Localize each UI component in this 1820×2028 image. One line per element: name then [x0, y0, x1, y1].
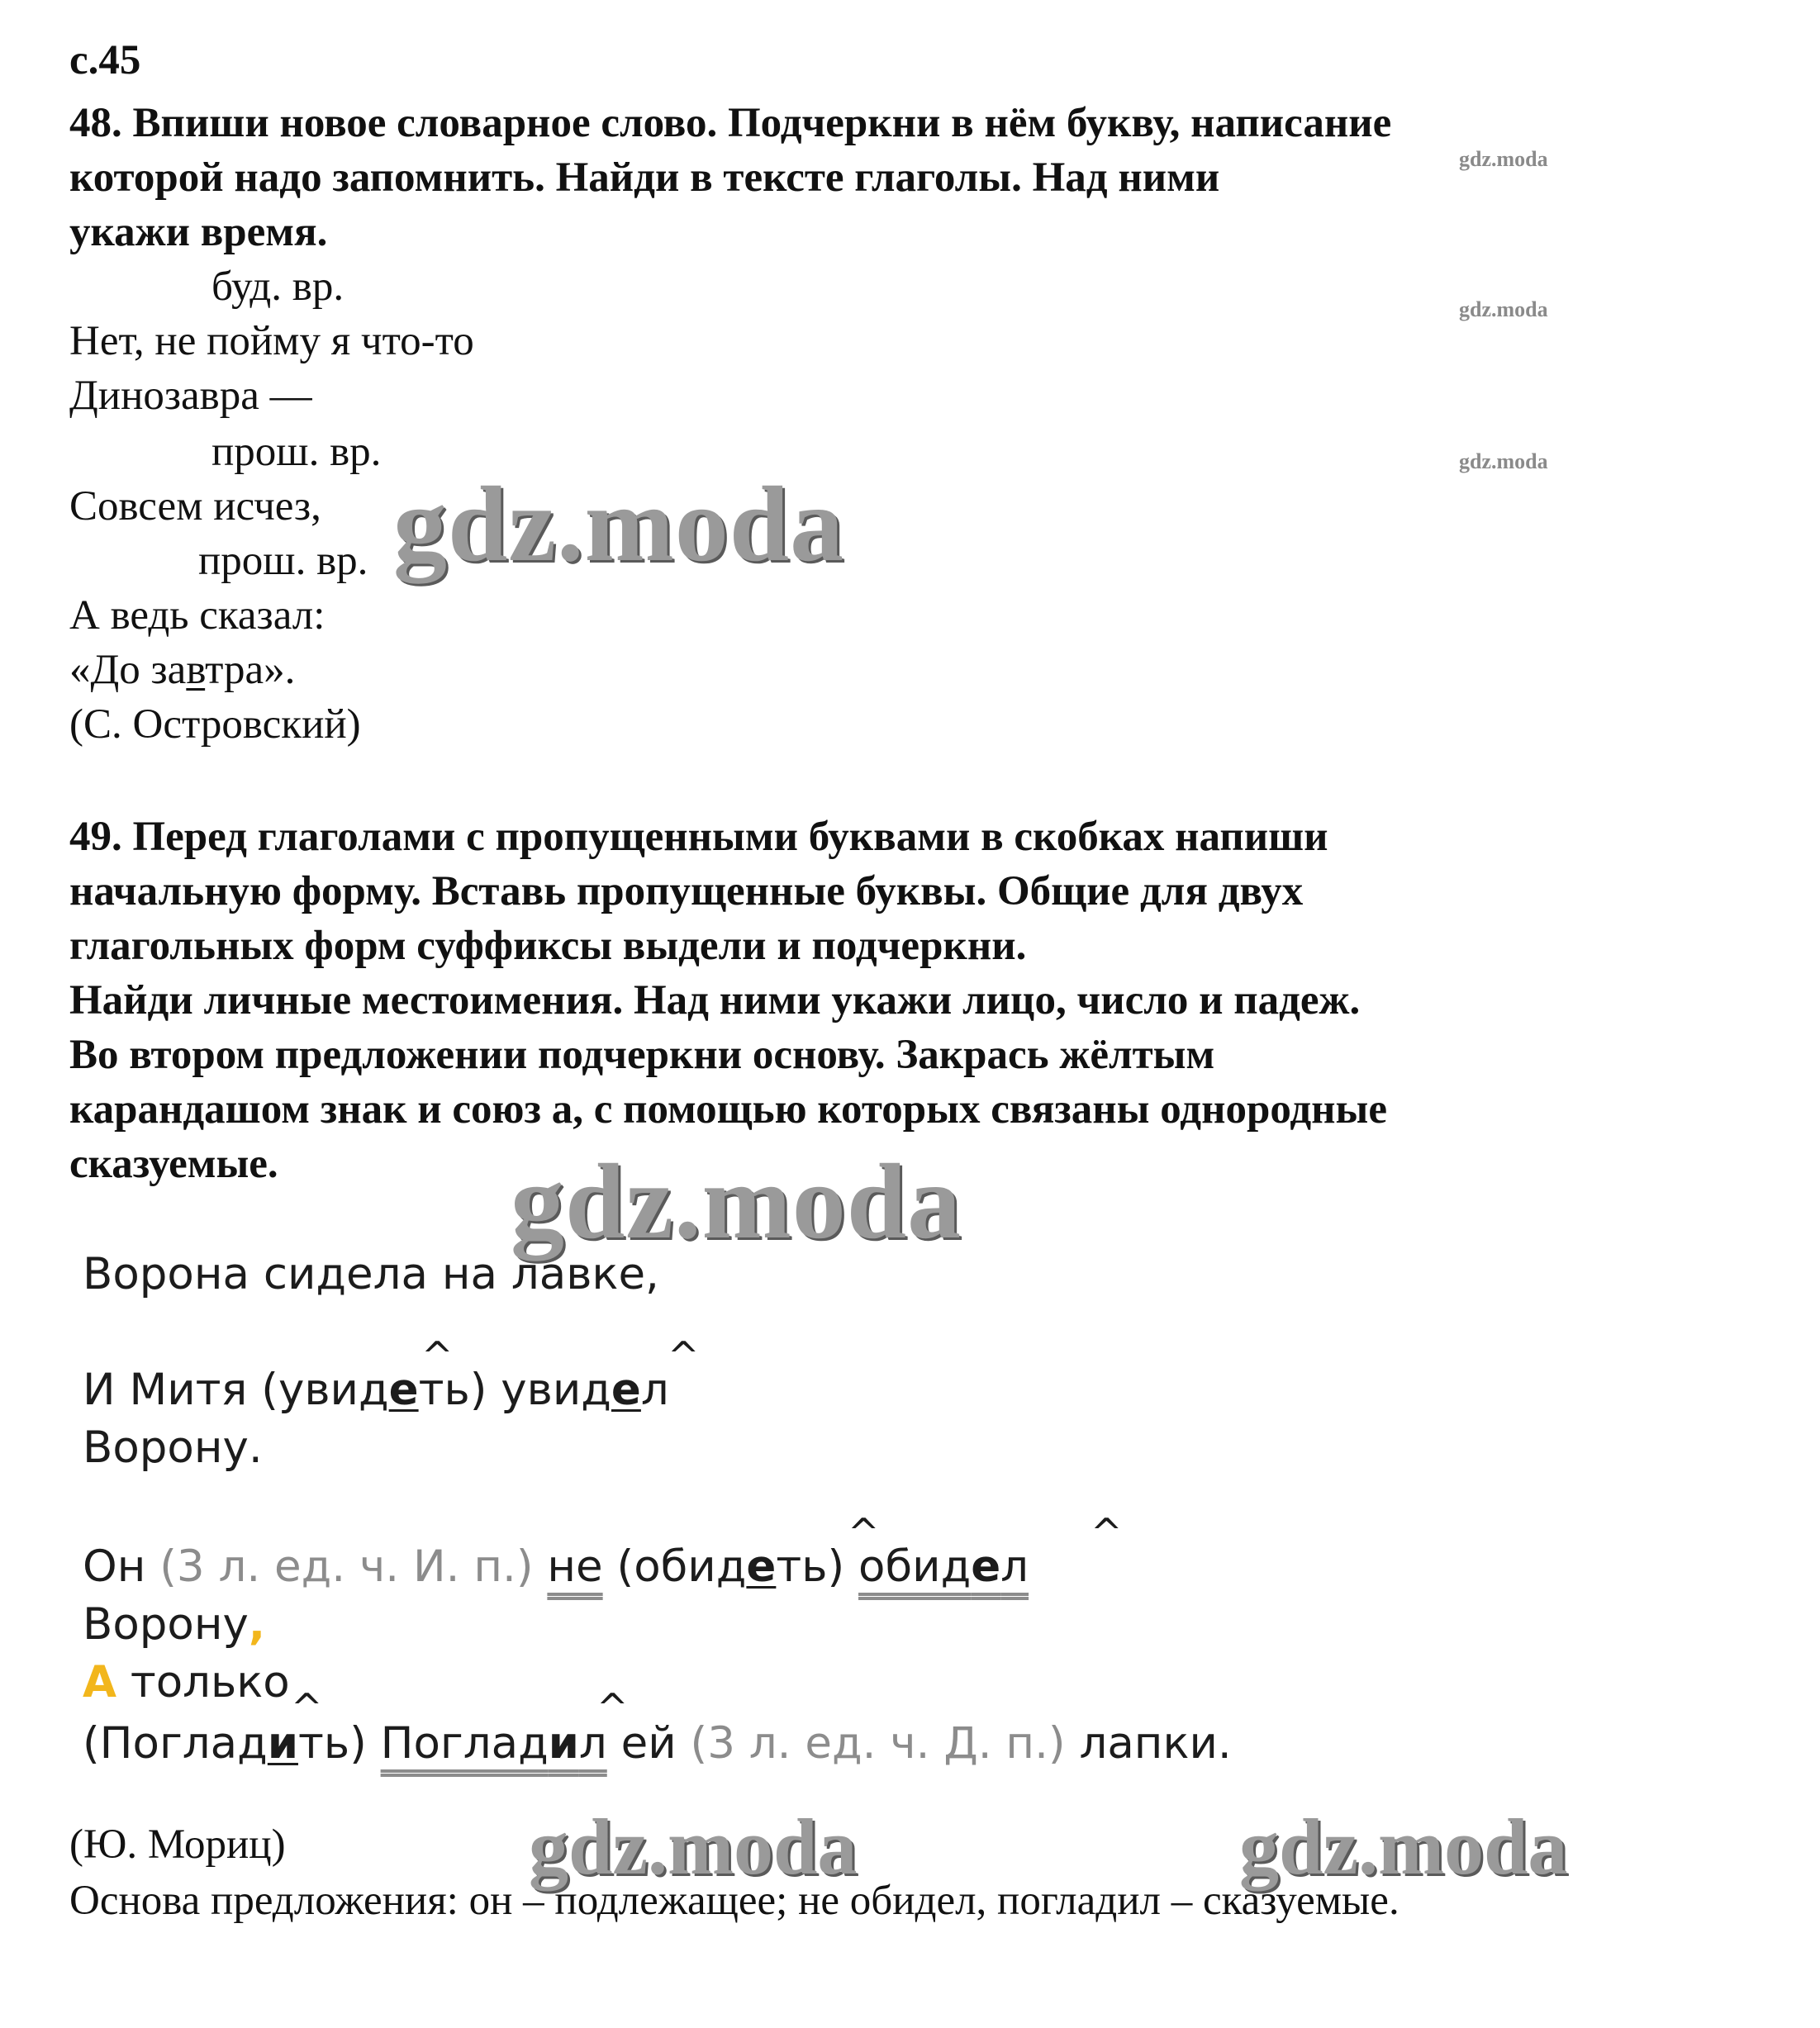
poem48-line-2: Динозавра — [69, 373, 312, 419]
tense-mark-future: буд. вр. [211, 264, 345, 310]
poem49-line-5: Ворону, [83, 1599, 266, 1650]
watermark: gdz.moda [1459, 147, 1548, 171]
ex49-task-line-4: Найди личные местоимения. Над ними укажи лицо, число и падеж. [69, 977, 1361, 1023]
predicate-ne: не [547, 1541, 603, 1592]
tense-mark-past-2: прош. вр. [198, 538, 368, 584]
poem48-author: (С. Островский) [69, 701, 361, 748]
poem49-line-1: Ворона сидела на лавке, [83, 1249, 659, 1299]
ex49-task-line-7: сказуемые. [69, 1141, 278, 1187]
vowel-mark-icon: ^ [668, 1333, 700, 1378]
watermark: gdz.moda [529, 1802, 858, 1891]
predicate-obidel: обидел [858, 1541, 1029, 1592]
vowel-mark-icon: ^ [421, 1333, 454, 1378]
dictionary-word-letter: в [186, 647, 206, 693]
pronoun-note: (3 л. ед. ч. И. п.) [159, 1541, 534, 1592]
poem48-line-1: Нет, не пойму я что-то [69, 318, 474, 364]
ex48-task-line-2: которой надо запомнить. Найди в тексте глаголы. Над ними [69, 154, 1220, 201]
ex48-task-line-3: укажи время. [69, 209, 328, 255]
vowel-mark-icon: ^ [848, 1510, 880, 1555]
vowel-mark-icon: ^ [1091, 1510, 1123, 1555]
ex49-task-line-1: 49. Перед глаголами с пропущенными буквами в скобках напиши [69, 814, 1328, 860]
pronoun-note: (3 л. ед. ч. Д. п.) [690, 1718, 1066, 1769]
poem49-author: (Ю. Мориц) [69, 1821, 286, 1868]
highlighted-comma: , [248, 1599, 266, 1650]
watermark: gdz.moda [393, 465, 845, 584]
poem49-line-7: (Погладить) Погладил ей (3 л. ед. ч. Д. п.) лапки. [83, 1718, 1232, 1769]
poem49-line-4: Он (3 л. ед. ч. И. п.) не (обидеть) обидел [83, 1541, 1029, 1592]
watermark: gdz.moda [1459, 449, 1548, 473]
page-number: с.45 [69, 37, 141, 83]
ex49-task-line-3: глагольных форм суффиксы выдели и подчеркни. [69, 923, 1027, 969]
poem48-line-5: «До завтра». [69, 647, 296, 693]
poem49-line-6: А только [83, 1657, 290, 1707]
tense-mark-past-1: прош. вр. [211, 429, 382, 475]
watermark: gdz.moda [1459, 297, 1548, 321]
poem49-line-3: Ворону. [83, 1422, 263, 1473]
poem48-line-3: Совсем исчез, [69, 483, 321, 530]
vowel-mark-icon: ^ [291, 1685, 323, 1730]
poem48-line-4: А ведь сказал: [69, 592, 326, 639]
watermark: gdz.moda [511, 1142, 962, 1261]
sentence-basis: Основа предложения: он – подлежащее; не обидел, погладил – сказуемые. [69, 1878, 1399, 1924]
watermark: gdz.moda [1239, 1802, 1568, 1891]
vowel-mark-icon: ^ [596, 1685, 629, 1730]
poem49-line-2: И Митя (увидеть) увидел [83, 1365, 669, 1415]
highlighted-conjunction: А [83, 1657, 117, 1707]
ex49-task-line-2: начальную форму. Вставь пропущенные буквы. Общие для двух [69, 868, 1304, 914]
ex49-task-line-6: карандашом знак и союз а, с помощью которых связаны однородные [69, 1086, 1387, 1133]
ex48-task-line-1: 48. Впиши новое словарное слово. Подчеркни в нём букву, написание [69, 100, 1392, 146]
ex49-task-line-5: Во втором предложении подчеркни основу. Закрась жёлтым [69, 1032, 1215, 1078]
predicate-pogladil: Погладил [380, 1718, 607, 1769]
